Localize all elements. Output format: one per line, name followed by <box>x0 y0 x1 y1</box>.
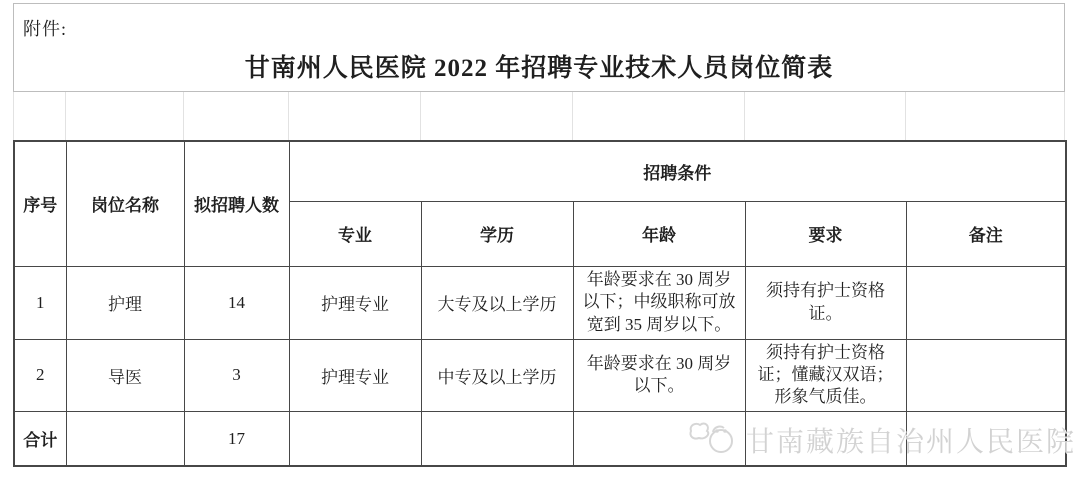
faint-gridline <box>13 92 14 140</box>
faint-gridline <box>420 92 421 140</box>
total-row <box>14 411 1066 466</box>
cell-empty <box>745 411 906 466</box>
cell-education: 大专及以上学历 <box>421 266 573 339</box>
header-cell-position-name: 岗位名称 <box>66 141 184 266</box>
cell-education: 中专及以上学历 <box>421 339 573 411</box>
recruitment-table <box>13 140 1067 467</box>
faint-gridline <box>65 92 66 140</box>
faint-gridline <box>1064 92 1065 140</box>
header-cell-recruit-conditions: 招聘条件 <box>289 141 1066 201</box>
header-row-1 <box>14 141 1066 201</box>
header-cell-planned-count: 拟招聘人数 <box>184 141 289 266</box>
cell-no: 2 <box>14 339 66 411</box>
cell-position: 护理 <box>66 266 184 339</box>
cell-note <box>906 339 1066 411</box>
cell-note <box>906 266 1066 339</box>
header-cell-serial: 序号 <box>14 141 66 266</box>
cell-requirement: 须持有护士资格证。 <box>745 266 906 339</box>
cell-empty <box>906 411 1066 466</box>
cell-position-empty <box>66 411 184 466</box>
cell-count: 14 <box>184 266 289 339</box>
attachment-label: 附件: <box>23 19 68 39</box>
cell-empty <box>573 411 745 466</box>
faint-gridline <box>183 92 184 140</box>
watermark-text: 甘南藏族自治州人民医院 <box>746 425 1077 457</box>
header-cell-major: 专业 <box>289 201 421 266</box>
header-cell-remark: 备注 <box>906 201 1066 266</box>
title-box <box>13 3 1065 92</box>
header-cell-education: 学历 <box>421 201 573 266</box>
cell-empty <box>421 411 573 466</box>
cell-age: 年龄要求在 30 周岁以下。 <box>573 339 745 411</box>
cell-count: 3 <box>184 339 289 411</box>
total-label: 合计 <box>14 411 66 466</box>
faint-gridline <box>572 92 573 140</box>
cell-requirement: 须持有护士资格证；懂藏汉双语；形象气质佳。 <box>745 339 906 411</box>
cell-position: 导医 <box>66 339 184 411</box>
total-count: 17 <box>184 411 289 466</box>
faint-gridline <box>744 92 745 140</box>
faint-gridline <box>288 92 289 140</box>
table-row <box>14 266 1066 339</box>
cell-age: 年龄要求在 30 周岁以下；中级职称可放宽到 35 周岁以下。 <box>573 266 745 339</box>
cell-no: 1 <box>14 266 66 339</box>
cell-empty <box>289 411 421 466</box>
cell-major: 护理专业 <box>289 266 421 339</box>
cell-major: 护理专业 <box>289 339 421 411</box>
header-cell-requirement: 要求 <box>745 201 906 266</box>
faint-gridline <box>905 92 906 140</box>
table-row <box>14 339 1066 411</box>
page-title: 甘南州人民医院 2022 年招聘专业技术人员岗位简表 <box>244 55 834 82</box>
header-cell-age: 年龄 <box>573 201 745 266</box>
